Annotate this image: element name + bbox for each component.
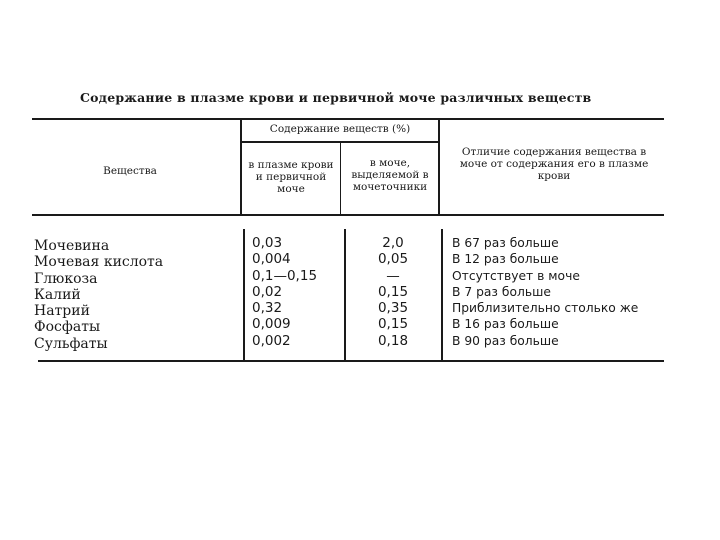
plasma-value: 0,009 <box>252 316 291 333</box>
table-bottom-rule <box>38 360 664 362</box>
column-divider <box>240 119 242 214</box>
column-divider <box>243 229 245 360</box>
header-bottom-rule <box>32 214 664 216</box>
substance-column <box>34 238 163 352</box>
plasma-value: 0,1—0,15 <box>252 267 318 284</box>
urine-value: — <box>386 267 400 284</box>
header-content-group: Содержание веществ (%) <box>269 123 411 135</box>
difference-value: В 7 раз больше <box>452 284 551 299</box>
column-divider <box>441 229 443 360</box>
table-title: Содержание в плазме крови и первичной моче различных веществ <box>80 90 592 105</box>
header-urine: в моче, выделяемой в мочеточники <box>351 157 429 193</box>
urine-value: 0,15 <box>377 283 409 300</box>
difference-value: В 67 раз больше <box>452 236 559 250</box>
plasma-value: 0,002 <box>252 332 291 349</box>
column-divider <box>344 229 346 360</box>
plasma-value: 0,32 <box>252 300 283 317</box>
substance-name: Мочевина <box>34 238 110 254</box>
header-substance: Вещества <box>103 165 157 177</box>
plasma-value: 0,03 <box>252 235 283 251</box>
urine-value: 0,15 <box>377 316 409 333</box>
column-divider <box>340 142 341 214</box>
column-divider <box>438 119 440 214</box>
difference-value: В 16 раз больше <box>452 317 559 332</box>
difference-value: В 12 раз больше <box>452 252 559 267</box>
substance-name: Фосфаты <box>34 319 101 336</box>
header-plasma: в плазме крови и первичной моче <box>248 159 334 195</box>
urine-value: 2,0 <box>382 235 404 251</box>
plasma-column <box>252 235 317 349</box>
urine-value: 0,05 <box>377 251 409 268</box>
difference-column <box>452 235 638 349</box>
header-difference: Отличие содержания вещества в моче от содержания его в плазме крови <box>459 146 649 182</box>
difference-value: Отсутствует в моче <box>452 268 580 283</box>
urine-value: 0,18 <box>377 332 409 349</box>
substance-name: Калий <box>34 286 81 303</box>
difference-value: В 90 раз больше <box>452 333 559 348</box>
plasma-value: 0,02 <box>252 283 283 300</box>
group-header-rule <box>240 141 438 143</box>
difference-value: Приблизительно столько же <box>452 301 639 316</box>
substance-name: Мочевая кислота <box>34 254 164 271</box>
substance-name: Натрий <box>34 303 90 320</box>
substance-name: Сульфаты <box>34 335 108 352</box>
table-top-rule <box>32 118 664 120</box>
urine-value: 0,35 <box>377 300 409 317</box>
substance-name: Глюкоза <box>34 270 98 287</box>
plasma-value: 0,004 <box>252 251 291 268</box>
urine-column <box>358 235 428 349</box>
